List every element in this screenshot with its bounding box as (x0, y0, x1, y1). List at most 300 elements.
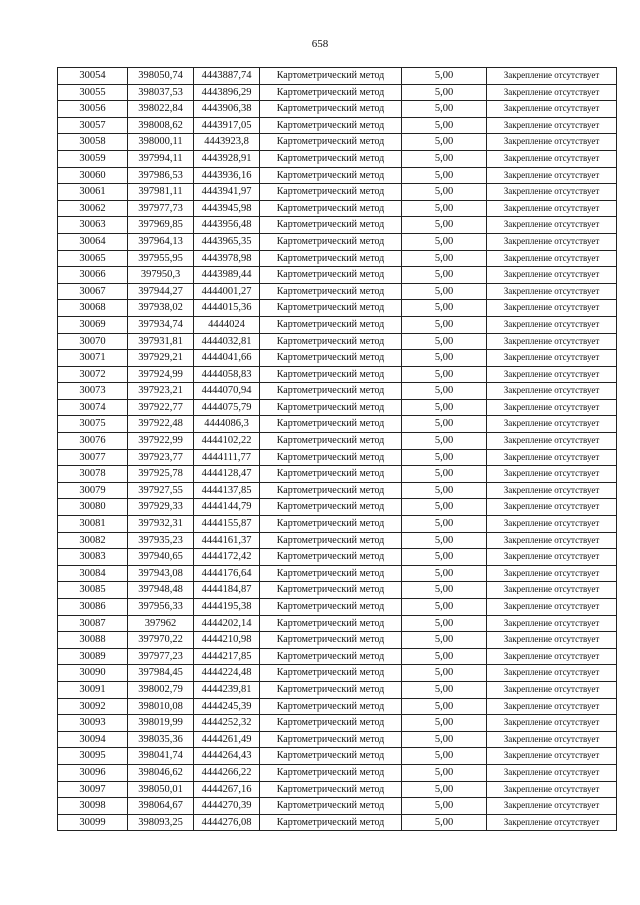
y-coordinate-cell: 4443956,48 (194, 217, 260, 234)
x-coordinate-cell: 397927,55 (128, 482, 194, 499)
x-coordinate-cell: 398008,62 (128, 117, 194, 134)
fixing-cell: Закрепление отсутствует (487, 648, 617, 665)
point-number-cell: 30060 (58, 167, 128, 184)
method-cell: Картометрический метод (260, 632, 402, 649)
y-coordinate-cell: 4444261,49 (194, 731, 260, 748)
y-coordinate-cell: 4444137,85 (194, 482, 260, 499)
x-coordinate-cell: 398022,84 (128, 101, 194, 118)
accuracy-cell: 5,00 (402, 698, 487, 715)
method-cell: Картометрический метод (260, 764, 402, 781)
method-cell: Картометрический метод (260, 267, 402, 284)
y-coordinate-cell: 4444245,39 (194, 698, 260, 715)
table-row (58, 549, 617, 566)
method-cell: Картометрический метод (260, 101, 402, 118)
method-cell: Картометрический метод (260, 68, 402, 85)
accuracy-cell: 5,00 (402, 117, 487, 134)
accuracy-cell: 5,00 (402, 250, 487, 267)
accuracy-cell: 5,00 (402, 134, 487, 151)
table-row (58, 217, 617, 234)
y-coordinate-cell: 4444217,85 (194, 648, 260, 665)
accuracy-cell: 5,00 (402, 781, 487, 798)
y-coordinate-cell: 4444041,66 (194, 350, 260, 367)
fixing-cell: Закрепление отсутствует (487, 350, 617, 367)
fixing-cell: Закрепление отсутствует (487, 499, 617, 516)
x-coordinate-cell: 398010,08 (128, 698, 194, 715)
method-cell: Картометрический метод (260, 814, 402, 831)
fixing-cell: Закрепление отсутствует (487, 84, 617, 101)
point-number-cell: 30055 (58, 84, 128, 101)
y-coordinate-cell: 4444224,48 (194, 665, 260, 682)
point-number-cell: 30096 (58, 764, 128, 781)
point-number-cell: 30094 (58, 731, 128, 748)
x-coordinate-cell: 397950,3 (128, 267, 194, 284)
fixing-cell: Закрепление отсутствует (487, 466, 617, 483)
table-row (58, 399, 617, 416)
y-coordinate-cell: 4444070,94 (194, 383, 260, 400)
point-number-cell: 30089 (58, 648, 128, 665)
point-number-cell: 30081 (58, 516, 128, 533)
x-coordinate-cell: 397935,23 (128, 532, 194, 549)
x-coordinate-cell: 397934,74 (128, 316, 194, 333)
accuracy-cell: 5,00 (402, 665, 487, 682)
x-coordinate-cell: 398002,79 (128, 681, 194, 698)
fixing-cell: Закрепление отсутствует (487, 599, 617, 616)
point-number-cell: 30077 (58, 449, 128, 466)
fixing-cell: Закрепление отсутствует (487, 549, 617, 566)
fixing-cell: Закрепление отсутствует (487, 814, 617, 831)
x-coordinate-cell: 398093,25 (128, 814, 194, 831)
accuracy-cell: 5,00 (402, 433, 487, 450)
accuracy-cell: 5,00 (402, 482, 487, 499)
x-coordinate-cell: 397922,48 (128, 416, 194, 433)
y-coordinate-cell: 4444239,81 (194, 681, 260, 698)
x-coordinate-cell: 398046,62 (128, 764, 194, 781)
y-coordinate-cell: 4443965,35 (194, 233, 260, 250)
y-coordinate-cell: 4444075,79 (194, 399, 260, 416)
y-coordinate-cell: 4444276,08 (194, 814, 260, 831)
table-row (58, 482, 617, 499)
method-cell: Картометрический метод (260, 648, 402, 665)
method-cell: Картометрический метод (260, 84, 402, 101)
accuracy-cell: 5,00 (402, 599, 487, 616)
method-cell: Картометрический метод (260, 117, 402, 134)
y-coordinate-cell: 4444086,3 (194, 416, 260, 433)
table-row (58, 200, 617, 217)
accuracy-cell: 5,00 (402, 68, 487, 85)
fixing-cell: Закрепление отсутствует (487, 449, 617, 466)
fixing-cell: Закрепление отсутствует (487, 416, 617, 433)
accuracy-cell: 5,00 (402, 565, 487, 582)
y-coordinate-cell: 4444195,38 (194, 599, 260, 616)
point-number-cell: 30071 (58, 350, 128, 367)
method-cell: Картометрический метод (260, 416, 402, 433)
method-cell: Картометрический метод (260, 466, 402, 483)
x-coordinate-cell: 397977,23 (128, 648, 194, 665)
method-cell: Картометрический метод (260, 250, 402, 267)
y-coordinate-cell: 4444001,27 (194, 283, 260, 300)
table-row (58, 150, 617, 167)
table-row (58, 283, 617, 300)
table-row (58, 648, 617, 665)
accuracy-cell: 5,00 (402, 764, 487, 781)
fixing-cell: Закрепление отсутствует (487, 532, 617, 549)
method-cell: Картометрический метод (260, 184, 402, 201)
point-number-cell: 30073 (58, 383, 128, 400)
table-row (58, 516, 617, 533)
method-cell: Картометрический метод (260, 499, 402, 516)
table-row (58, 316, 617, 333)
point-number-cell: 30065 (58, 250, 128, 267)
x-coordinate-cell: 398019,99 (128, 715, 194, 732)
x-coordinate-cell: 398041,74 (128, 748, 194, 765)
y-coordinate-cell: 4444267,16 (194, 781, 260, 798)
method-cell: Картометрический метод (260, 482, 402, 499)
fixing-cell: Закрепление отсутствует (487, 267, 617, 284)
x-coordinate-cell: 397977,73 (128, 200, 194, 217)
fixing-cell: Закрепление отсутствует (487, 482, 617, 499)
point-number-cell: 30098 (58, 798, 128, 815)
fixing-cell: Закрепление отсутствует (487, 250, 617, 267)
fixing-cell: Закрепление отсутствует (487, 68, 617, 85)
fixing-cell: Закрепление отсутствует (487, 681, 617, 698)
point-number-cell: 30095 (58, 748, 128, 765)
fixing-cell: Закрепление отсутствует (487, 698, 617, 715)
method-cell: Картометрический метод (260, 516, 402, 533)
table-row (58, 798, 617, 815)
accuracy-cell: 5,00 (402, 399, 487, 416)
fixing-cell: Закрепление отсутствует (487, 184, 617, 201)
point-number-cell: 30090 (58, 665, 128, 682)
x-coordinate-cell: 397962 (128, 615, 194, 632)
y-coordinate-cell: 4443989,44 (194, 267, 260, 284)
accuracy-cell: 5,00 (402, 316, 487, 333)
method-cell: Картометрический метод (260, 582, 402, 599)
fixing-cell: Закрепление отсутствует (487, 283, 617, 300)
method-cell: Картометрический метод (260, 217, 402, 234)
table-row (58, 68, 617, 85)
fixing-cell: Закрепление отсутствует (487, 117, 617, 134)
point-number-cell: 30061 (58, 184, 128, 201)
point-number-cell: 30092 (58, 698, 128, 715)
point-number-cell: 30076 (58, 433, 128, 450)
table-row (58, 764, 617, 781)
x-coordinate-cell: 397964,13 (128, 233, 194, 250)
point-number-cell: 30074 (58, 399, 128, 416)
x-coordinate-cell: 398064,67 (128, 798, 194, 815)
y-coordinate-cell: 4444184,87 (194, 582, 260, 599)
accuracy-cell: 5,00 (402, 150, 487, 167)
method-cell: Картометрический метод (260, 433, 402, 450)
x-coordinate-cell: 397940,65 (128, 549, 194, 566)
table-row (58, 416, 617, 433)
accuracy-cell: 5,00 (402, 300, 487, 317)
accuracy-cell: 5,00 (402, 101, 487, 118)
x-coordinate-cell: 397994,11 (128, 150, 194, 167)
table-row (58, 532, 617, 549)
point-number-cell: 30075 (58, 416, 128, 433)
accuracy-cell: 5,00 (402, 681, 487, 698)
accuracy-cell: 5,00 (402, 283, 487, 300)
fixing-cell: Закрепление отсутствует (487, 316, 617, 333)
fixing-cell: Закрепление отсутствует (487, 615, 617, 632)
fixing-cell: Закрепление отсутствует (487, 167, 617, 184)
method-cell: Картометрический метод (260, 748, 402, 765)
fixing-cell: Закрепление отсутствует (487, 366, 617, 383)
table-row (58, 715, 617, 732)
fixing-cell: Закрепление отсутствует (487, 233, 617, 250)
y-coordinate-cell: 4444111,77 (194, 449, 260, 466)
table-row (58, 383, 617, 400)
point-number-cell: 30079 (58, 482, 128, 499)
point-number-cell: 30087 (58, 615, 128, 632)
table-row (58, 167, 617, 184)
point-number-cell: 30063 (58, 217, 128, 234)
x-coordinate-cell: 398050,74 (128, 68, 194, 85)
y-coordinate-cell: 4444266,22 (194, 764, 260, 781)
y-coordinate-cell: 4444210,98 (194, 632, 260, 649)
table-row (58, 781, 617, 798)
method-cell: Картометрический метод (260, 549, 402, 566)
method-cell: Картометрический метод (260, 134, 402, 151)
table-row (58, 267, 617, 284)
fixing-cell: Закрепление отсутствует (487, 399, 617, 416)
x-coordinate-cell: 397922,77 (128, 399, 194, 416)
x-coordinate-cell: 397925,78 (128, 466, 194, 483)
method-cell: Картометрический метод (260, 532, 402, 549)
y-coordinate-cell: 4443923,8 (194, 134, 260, 151)
y-coordinate-cell: 4444102,22 (194, 433, 260, 450)
y-coordinate-cell: 4444176,64 (194, 565, 260, 582)
fixing-cell: Закрепление отсутствует (487, 764, 617, 781)
x-coordinate-cell: 397986,53 (128, 167, 194, 184)
table-body (58, 68, 617, 831)
table-row (58, 632, 617, 649)
y-coordinate-cell: 4443896,29 (194, 84, 260, 101)
y-coordinate-cell: 4444252,32 (194, 715, 260, 732)
method-cell: Картометрический метод (260, 150, 402, 167)
y-coordinate-cell: 4443978,98 (194, 250, 260, 267)
accuracy-cell: 5,00 (402, 184, 487, 201)
point-number-cell: 30088 (58, 632, 128, 649)
point-number-cell: 30057 (58, 117, 128, 134)
fixing-cell: Закрепление отсутствует (487, 333, 617, 350)
point-number-cell: 30054 (58, 68, 128, 85)
x-coordinate-cell: 397932,31 (128, 516, 194, 533)
y-coordinate-cell: 4444155,87 (194, 516, 260, 533)
table-row (58, 101, 617, 118)
x-coordinate-cell: 397929,33 (128, 499, 194, 516)
method-cell: Картометрический метод (260, 366, 402, 383)
point-number-cell: 30068 (58, 300, 128, 317)
method-cell: Картометрический метод (260, 283, 402, 300)
fixing-cell: Закрепление отсутствует (487, 300, 617, 317)
accuracy-cell: 5,00 (402, 449, 487, 466)
point-number-cell: 30093 (58, 715, 128, 732)
table-row (58, 499, 617, 516)
y-coordinate-cell: 4444202,14 (194, 615, 260, 632)
x-coordinate-cell: 397955,95 (128, 250, 194, 267)
y-coordinate-cell: 4444264,43 (194, 748, 260, 765)
accuracy-cell: 5,00 (402, 84, 487, 101)
table-row (58, 184, 617, 201)
y-coordinate-cell: 4443941,97 (194, 184, 260, 201)
fixing-cell: Закрепление отсутствует (487, 433, 617, 450)
y-coordinate-cell: 4443945,98 (194, 200, 260, 217)
table-row (58, 665, 617, 682)
point-number-cell: 30062 (58, 200, 128, 217)
x-coordinate-cell: 397923,21 (128, 383, 194, 400)
table-row (58, 300, 617, 317)
accuracy-cell: 5,00 (402, 516, 487, 533)
y-coordinate-cell: 4444015,36 (194, 300, 260, 317)
table-row (58, 333, 617, 350)
table-row (58, 233, 617, 250)
point-number-cell: 30083 (58, 549, 128, 566)
accuracy-cell: 5,00 (402, 366, 487, 383)
method-cell: Картометрический метод (260, 300, 402, 317)
point-number-cell: 30070 (58, 333, 128, 350)
accuracy-cell: 5,00 (402, 731, 487, 748)
x-coordinate-cell: 397938,02 (128, 300, 194, 317)
table-row (58, 117, 617, 134)
x-coordinate-cell: 397970,22 (128, 632, 194, 649)
fixing-cell: Закрепление отсутствует (487, 134, 617, 151)
method-cell: Картометрический метод (260, 615, 402, 632)
accuracy-cell: 5,00 (402, 233, 487, 250)
point-number-cell: 30085 (58, 582, 128, 599)
point-number-cell: 30084 (58, 565, 128, 582)
point-number-cell: 30066 (58, 267, 128, 284)
table-row (58, 433, 617, 450)
fixing-cell: Закрепление отсутствует (487, 731, 617, 748)
y-coordinate-cell: 4443887,74 (194, 68, 260, 85)
accuracy-cell: 5,00 (402, 466, 487, 483)
fixing-cell: Закрепление отсутствует (487, 200, 617, 217)
fixing-cell: Закрепление отсутствует (487, 383, 617, 400)
point-number-cell: 30099 (58, 814, 128, 831)
point-number-cell: 30080 (58, 499, 128, 516)
accuracy-cell: 5,00 (402, 549, 487, 566)
accuracy-cell: 5,00 (402, 333, 487, 350)
fixing-cell: Закрепление отсутствует (487, 217, 617, 234)
x-coordinate-cell: 398037,53 (128, 84, 194, 101)
table-row (58, 134, 617, 151)
y-coordinate-cell: 4443936,16 (194, 167, 260, 184)
accuracy-cell: 5,00 (402, 267, 487, 284)
table-row (58, 731, 617, 748)
accuracy-cell: 5,00 (402, 532, 487, 549)
method-cell: Картометрический метод (260, 350, 402, 367)
x-coordinate-cell: 397944,27 (128, 283, 194, 300)
method-cell: Картометрический метод (260, 665, 402, 682)
table-row (58, 615, 617, 632)
page-number: 658 (311, 38, 329, 50)
method-cell: Картометрический метод (260, 333, 402, 350)
x-coordinate-cell: 397922,99 (128, 433, 194, 450)
method-cell: Картометрический метод (260, 233, 402, 250)
x-coordinate-cell: 398050,01 (128, 781, 194, 798)
point-number-cell: 30059 (58, 150, 128, 167)
point-number-cell: 30056 (58, 101, 128, 118)
table-row (58, 599, 617, 616)
x-coordinate-cell: 397923,77 (128, 449, 194, 466)
point-number-cell: 30058 (58, 134, 128, 151)
accuracy-cell: 5,00 (402, 814, 487, 831)
accuracy-cell: 5,00 (402, 615, 487, 632)
accuracy-cell: 5,00 (402, 715, 487, 732)
point-number-cell: 30097 (58, 781, 128, 798)
method-cell: Картометрический метод (260, 798, 402, 815)
method-cell: Картометрический метод (260, 731, 402, 748)
coordinates-table (57, 67, 617, 831)
y-coordinate-cell: 4444172,42 (194, 549, 260, 566)
point-number-cell: 30069 (58, 316, 128, 333)
table-row (58, 449, 617, 466)
x-coordinate-cell: 397948,48 (128, 582, 194, 599)
fixing-cell: Закрепление отсутствует (487, 798, 617, 815)
table-row (58, 84, 617, 101)
fixing-cell: Закрепление отсутствует (487, 781, 617, 798)
x-coordinate-cell: 397943,08 (128, 565, 194, 582)
method-cell: Картометрический метод (260, 383, 402, 400)
point-number-cell: 30067 (58, 283, 128, 300)
point-number-cell: 30091 (58, 681, 128, 698)
table-row (58, 681, 617, 698)
method-cell: Картометрический метод (260, 781, 402, 798)
x-coordinate-cell: 398000,11 (128, 134, 194, 151)
accuracy-cell: 5,00 (402, 416, 487, 433)
y-coordinate-cell: 4443906,38 (194, 101, 260, 118)
fixing-cell: Закрепление отсутствует (487, 665, 617, 682)
accuracy-cell: 5,00 (402, 383, 487, 400)
method-cell: Картометрический метод (260, 698, 402, 715)
accuracy-cell: 5,00 (402, 499, 487, 516)
accuracy-cell: 5,00 (402, 217, 487, 234)
method-cell: Картометрический метод (260, 167, 402, 184)
table-row (58, 565, 617, 582)
accuracy-cell: 5,00 (402, 648, 487, 665)
y-coordinate-cell: 4443928,91 (194, 150, 260, 167)
table-row (58, 748, 617, 765)
point-number-cell: 30086 (58, 599, 128, 616)
y-coordinate-cell: 4444128,47 (194, 466, 260, 483)
fixing-cell: Закрепление отсутствует (487, 150, 617, 167)
method-cell: Картометрический метод (260, 449, 402, 466)
y-coordinate-cell: 4444161,37 (194, 532, 260, 549)
accuracy-cell: 5,00 (402, 748, 487, 765)
x-coordinate-cell: 397929,21 (128, 350, 194, 367)
fixing-cell: Закрепление отсутствует (487, 565, 617, 582)
accuracy-cell: 5,00 (402, 632, 487, 649)
method-cell: Картометрический метод (260, 681, 402, 698)
y-coordinate-cell: 4444024 (194, 316, 260, 333)
accuracy-cell: 5,00 (402, 350, 487, 367)
fixing-cell: Закрепление отсутствует (487, 748, 617, 765)
accuracy-cell: 5,00 (402, 798, 487, 815)
fixing-cell: Закрепление отсутствует (487, 101, 617, 118)
point-number-cell: 30078 (58, 466, 128, 483)
table-row (58, 698, 617, 715)
x-coordinate-cell: 397931,81 (128, 333, 194, 350)
x-coordinate-cell: 397969,85 (128, 217, 194, 234)
x-coordinate-cell: 397956,33 (128, 599, 194, 616)
table-row (58, 250, 617, 267)
table-row (58, 366, 617, 383)
y-coordinate-cell: 4444032,81 (194, 333, 260, 350)
y-coordinate-cell: 4444058,83 (194, 366, 260, 383)
method-cell: Картометрический метод (260, 599, 402, 616)
table-row (58, 582, 617, 599)
